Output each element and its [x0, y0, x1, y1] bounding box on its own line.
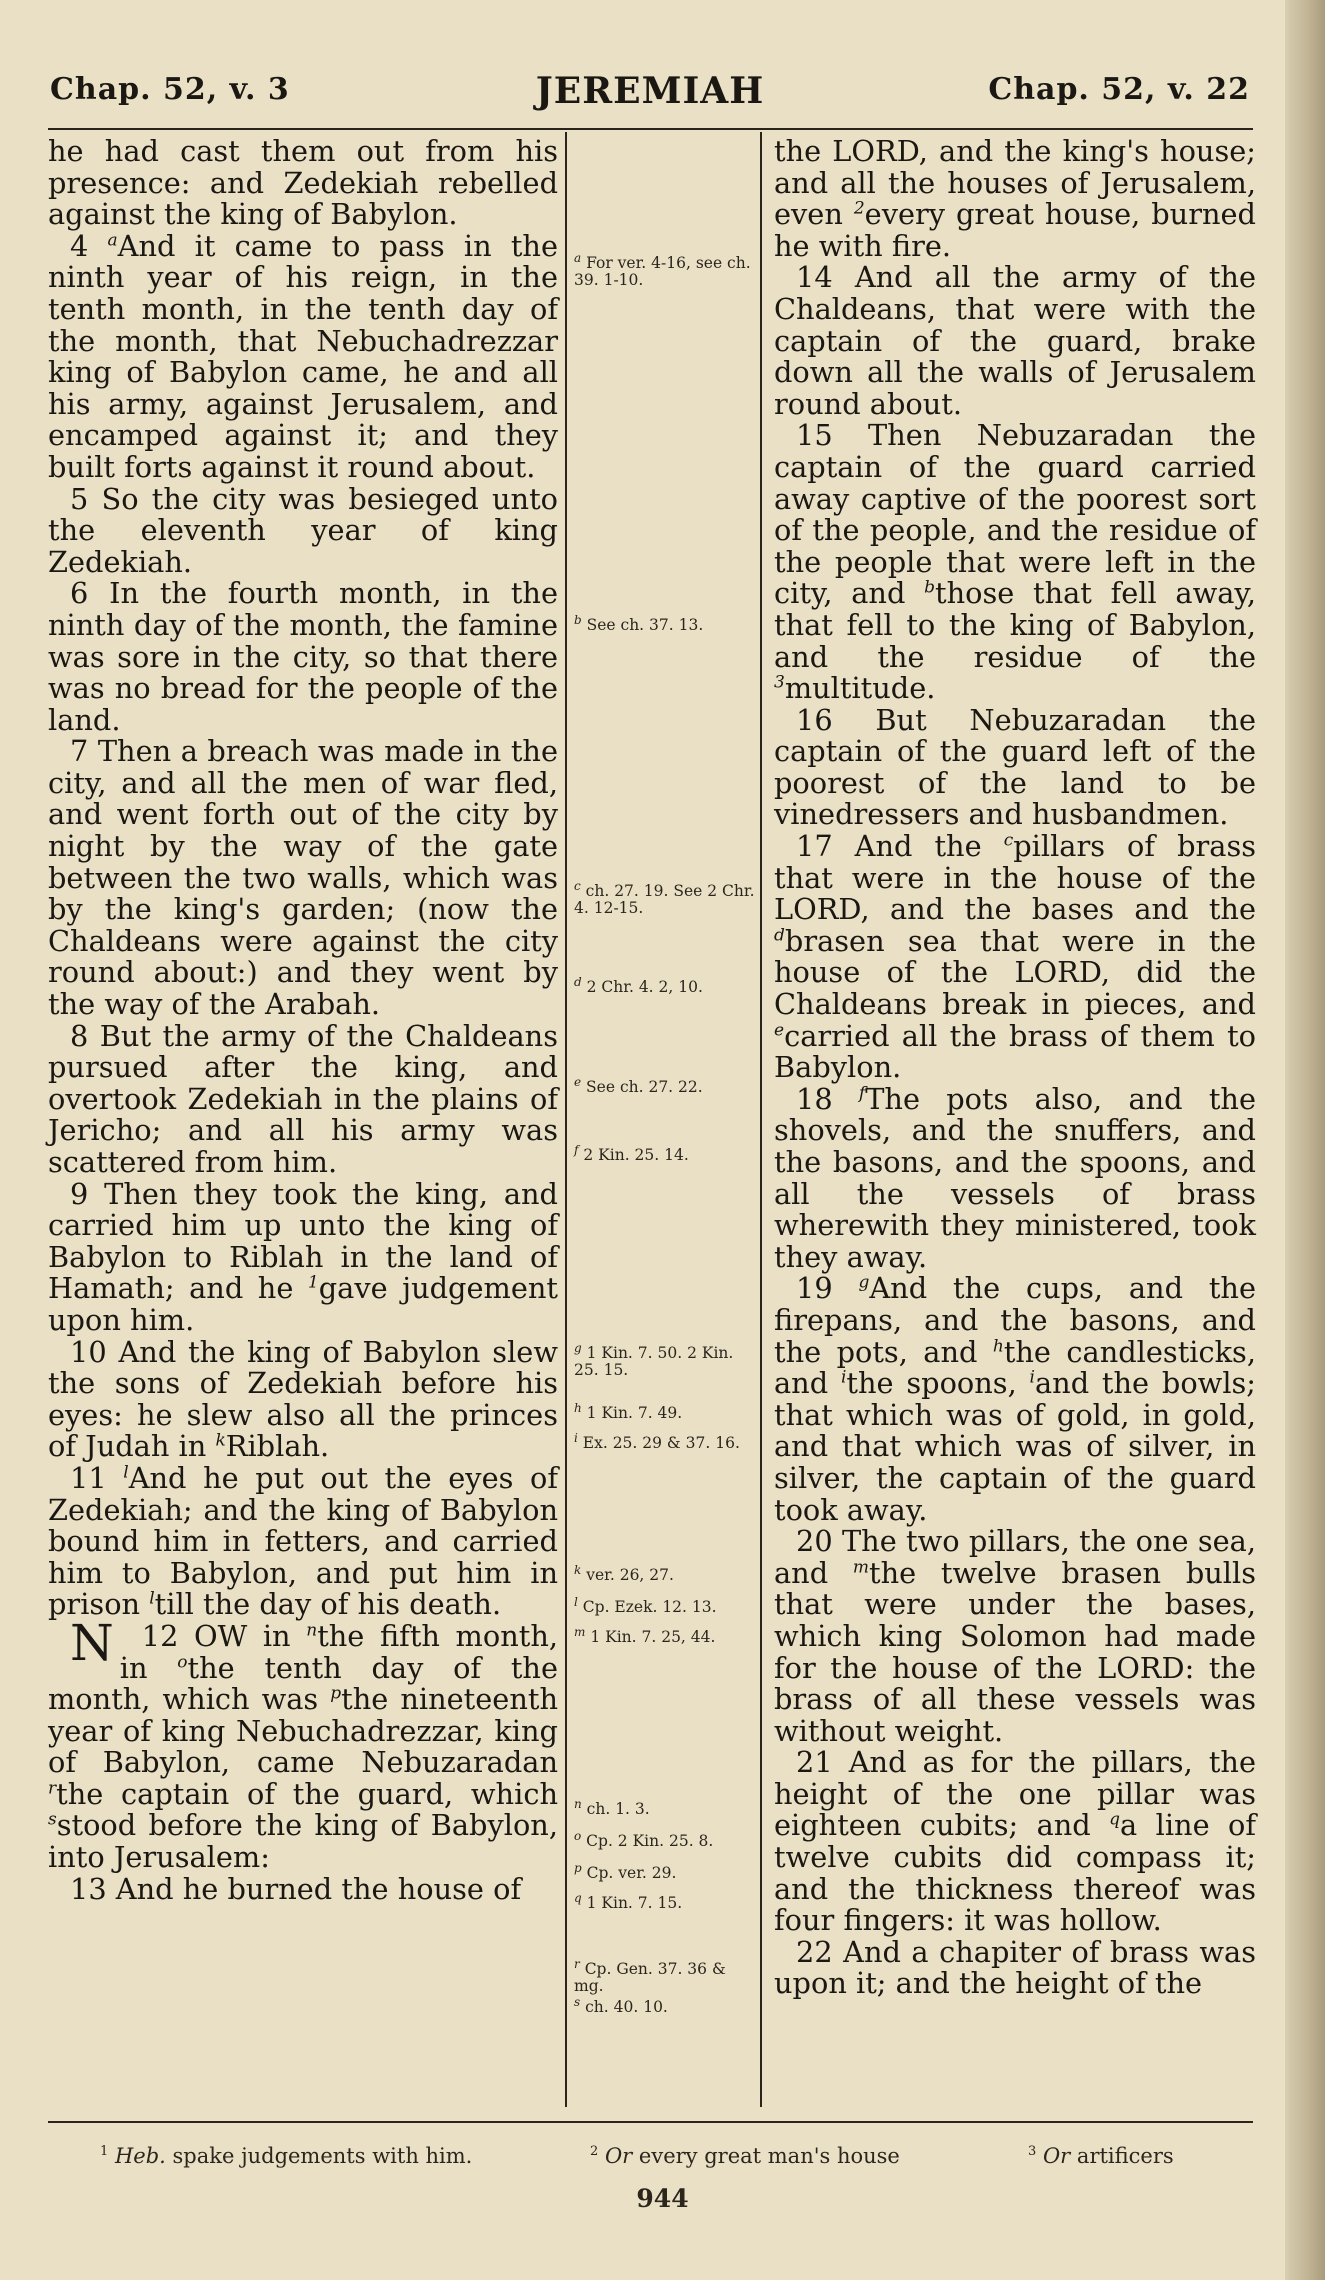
cross-ref-m: $^m$ 1 Kin. 7. 25, 44. [574, 1625, 716, 1647]
verse-18: 18 $^f$The pots also, and the shovels, and the snuffers, and the basons, and the spoons, and all the vessels of brass wherewith they ministered, took they away. [774, 1081, 1256, 1274]
verse-13-start: 13 And he burned the house of [70, 1871, 522, 1906]
page-number: 944 [636, 2184, 689, 2213]
verse-4: 4 $^a$And it came to pass in the ninth year of his reign, in the tenth month, in the tenth day of the month, that Nebuchadrezzar king of Babylon came, he and all his army, against Jerusalem, and encamped against it; and they built forts against it round about. [48, 228, 558, 484]
verse-22-start: 22 And a chapiter of brass was upon it; and the height of the [774, 1934, 1256, 2001]
cross-ref-a: $^a$ For ver. 4-16, see ch. 39. 1-10. [574, 251, 751, 290]
verse-12: 12 N OW in $^n$the fifth month, in $^o$the tenth day of the month, which was $^p$the nineteenth year of king Nebuchadrezzar, king of Babylon, came Nebuzaradan $^r$the captain of the guard, which $^s$stood before the king of Babylon, into Jerusalem: [48, 1613, 559, 1875]
page-edge [1285, 0, 1325, 2280]
verse-6: 6 In the fourth month, in the ninth day of the month, the famine was sore in the city, so that there was no bread for the people of the land. [48, 576, 558, 737]
verse-10: 10 And the king of Babylon slew the sons of Zedekiah before his eyes: he slew also all the princes of Judah in $^k$Riblah. [48, 1334, 558, 1464]
verse-14: 14 And all the army of the Chaldeans, that were with the captain of the guard, brake down all the walls of Jerusalem round about. [774, 260, 1256, 421]
footnote-rule [48, 2121, 1253, 2123]
drop-cap: N [70, 1613, 114, 1672]
cross-ref-p: $^p$ Cp. ver. 29. [574, 1861, 677, 1883]
cross-ref-l: $^l$ Cp. Ezek. 12. 13. [574, 1595, 717, 1617]
footnote-2: $^2$ Or every great man's house [590, 2144, 900, 2168]
header-chapter-right: Chap. 52, v. 22 [988, 72, 1250, 107]
verse-16: 16 But Nebuzaradan the captain of the guard left of the poorest of the land to be vinedressers and husbandmen. [774, 702, 1256, 832]
verse-19: 19 $^g$And the cups, and the firepans, and the basons, and the pots, and $^h$the candlesticks, and $^i$the spoons, $^i$and the bowls; that which was of gold, in gold, and that which was of silver, in silver, the captain of the guard took away. [774, 1271, 1257, 1527]
cross-ref-i: $^i$ Ex. 25. 29 & 37. 16. [574, 1431, 740, 1453]
cross-ref-n: $^n$ ch. 1. 3. [574, 1797, 650, 1819]
verse-15: 15 Then Nebuzaradan the captain of the guard carried away captive of the poorest sort of the people, and the residue of the people that were left in the city, and $^b$those that fell away, that fell to the king of Babylon, and the residue of the $^3$multitude. [774, 418, 1257, 706]
cross-ref-o: $^o$ Cp. 2 Kin. 25. 8. [574, 1829, 714, 1851]
left-text-column [48, 136, 558, 1905]
verse-3-end: he had cast them out from his presence: and Zedekiah rebelled against the king of Babylon. [48, 134, 558, 232]
verse-20: 20 The two pillars, the one sea, and $^m$the twelve brasen bulls that were under the bases, which king Solomon had made for the house of the LORD: the brass of all these vessels was without weight. [774, 1524, 1256, 1748]
header-chapter-left: Chap. 52, v. 3 [50, 72, 290, 107]
cross-ref-d: $^d$ 2 Chr. 4. 2, 10. [574, 975, 703, 997]
cross-ref-b: $^b$ See ch. 37. 13. [574, 613, 704, 635]
verse-17: 17 And the $^c$pillars of brass that were in the house of the LORD, and the bases and the $^d$brasen sea that were in the house of the LORD, did the Chaldeans break in pieces, and $^e$carried all the brass of them to Babylon. [774, 829, 1257, 1085]
verse-7: 7 Then a breach was made in the city, and all the men of war fled, and went forth out of the city by night by the way of the gate between the two walls, which was by the king's garden; (now the Chaldeans were against the city round about:) and they went by the way of the Arabah. [48, 734, 558, 1022]
verse-11: 11 $^l$And he put out the eyes of Zedekiah; and the king of Babylon bound him in fetters, and carried him to Babylon, and put him in prison $^l$till the day of his death. [48, 1460, 558, 1622]
cross-ref-s: $^s$ ch. 40. 10. [574, 1995, 668, 2017]
verse-9: 9 Then they took the king, and carried him up unto the king of Babylon to Riblah in the land of Hamath; and he $^1$gave judgement upon him. [48, 1176, 559, 1337]
cross-ref-f: $^f$ 2 Kin. 25. 14. [574, 1143, 689, 1165]
cross-ref-q: $^q$ 1 Kin. 7. 15. [574, 1891, 683, 1913]
column-divider-right [760, 132, 762, 2107]
cross-ref-h: $^h$ 1 Kin. 7. 49. [574, 1401, 683, 1423]
header-book-title: JEREMIAH [535, 70, 765, 112]
header-rule [48, 128, 1253, 130]
verse-13-end: the LORD, and the king's house; and all the houses of Jerusalem, even $^2$every great house, burned he with fire. [774, 134, 1256, 263]
verse-21: 21 And as for the pillars, the height of the one pillar was eighteen cubits; and $^q$a line of twelve cubits did compass it; and the thickness thereof was four fingers: it was hollow. [774, 1745, 1257, 1938]
footnote-3: $^3$ Or artificers [1028, 2144, 1174, 2168]
cross-ref-k: $^k$ ver. 26, 27. [574, 1563, 674, 1585]
footnote-1: $^1$ Heb. spake judgements with him. [100, 2144, 473, 2168]
cross-ref-e: $^e$ See ch. 27. 22. [574, 1075, 703, 1097]
verse-8: 8 But the army of the Chaldeans pursued after the king, and overtook Zedekiah in the plains of Jericho; and all his army was scattered from him. [48, 1018, 558, 1179]
cross-ref-g: $^g$ 1 Kin. 7. 50. 2 Kin. 25. 15. [574, 1341, 734, 1380]
right-text-column [774, 136, 1256, 2000]
cross-ref-r: $^r$ Cp. Gen. 37. 36 & mg. [574, 1957, 726, 1996]
running-header [50, 72, 1250, 122]
verse-5: 5 So the city was besieged unto the eleventh year of king Zedekiah. [48, 481, 558, 579]
column-divider-left [565, 132, 567, 2107]
cross-ref-c: $^c$ ch. 27. 19. See 2 Chr. 4. 12-15. [574, 879, 755, 918]
